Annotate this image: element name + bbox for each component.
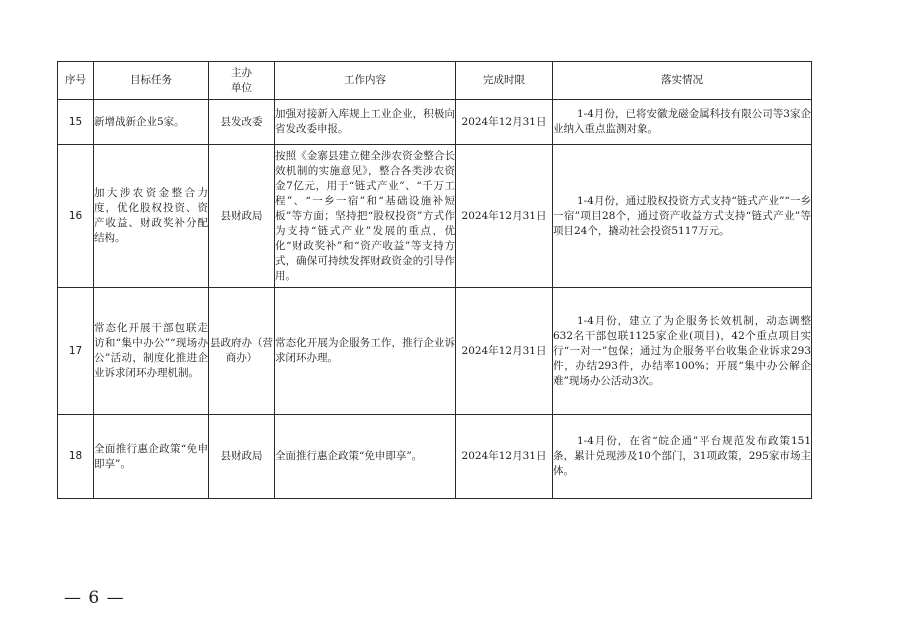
- row-status-text: 1-4月份，在省“皖企通”平台规范发布政策151条，累计兑现涉及10个部门，31项政策，295家市场主体。: [553, 435, 811, 477]
- table-row: [58, 288, 812, 415]
- row-unit: 县政府办（营商办）: [209, 288, 275, 415]
- page-number: — 6 —: [64, 588, 125, 608]
- row-status: [553, 288, 812, 415]
- row-index: 17: [58, 288, 94, 415]
- row-unit: 县财政局: [209, 415, 275, 499]
- row-status: [553, 415, 812, 499]
- row-deadline: 2024年12月31日: [456, 415, 553, 499]
- row-deadline: 2024年12月31日: [456, 100, 553, 145]
- header-task: 目标任务: [94, 62, 209, 100]
- row-index: 15: [58, 100, 94, 145]
- row-index: 18: [58, 415, 94, 499]
- row-unit: 县财政局: [209, 145, 275, 288]
- row-work: 常态化开展为企服务工作，推行企业诉求闭环办理。: [275, 288, 456, 415]
- table-header-row: [58, 62, 812, 100]
- row-status-text: 1-4月份，通过股权投资方式支持“链式产业”“一乡一宿”项目28个，通过资产收益方式支持“链式产业”等项目24个，撬动社会投资5117万元。: [553, 194, 811, 237]
- row-unit: 县发改委: [209, 100, 275, 145]
- row-task: 常态化开展干部包联走访和“集中办公”“现场办公”活动，制度化推进企业诉求闭环办理机制。: [94, 288, 209, 415]
- row-task: 加大涉农资金整合力度，优化股权投资、资产收益、财政奖补分配结构。: [94, 145, 209, 288]
- row-status: [553, 145, 812, 288]
- row-task: 全面推行惠企政策“免申即享”。: [94, 415, 209, 499]
- table-row: [58, 100, 812, 145]
- row-work: 按照《金寨县建立健全涉农资金整合长效机制的实施意见》，整合各类涉农资金7亿元，用于“链式产业”、“千万工程”、“一乡一宿”和“基础设施补短板”等方面；坚持把“股权投资”方式作为支持“链式产业”发展的重点，优化“财政奖补”和“资产收益”等支持方式，确保可持续发挥财政资金的引导作用。: [275, 145, 456, 288]
- header-unit-text: 主办单位: [231, 66, 252, 94]
- header-deadline: 完成时限: [456, 62, 553, 100]
- row-work: 加强对接新入库规上工业企业，积极向省发改委申报。: [275, 100, 456, 145]
- header-index: 序号: [58, 62, 94, 100]
- header-unit: [209, 62, 275, 100]
- header-work: 工作内容: [275, 62, 456, 100]
- row-work: 全面推行惠企政策“免申即享”。: [275, 415, 456, 499]
- table-row: [58, 145, 812, 288]
- row-index: 16: [58, 145, 94, 288]
- row-status-text: 1-4月份，已将安徽龙磁金属科技有限公司等3家企业纳入重点监测对象。: [553, 108, 811, 135]
- header-status: 落实情况: [553, 62, 812, 100]
- row-status: [553, 100, 812, 145]
- table-row: [58, 415, 812, 499]
- row-task: 新增战新企业5家。: [94, 100, 209, 145]
- row-deadline: 2024年12月31日: [456, 145, 553, 288]
- row-deadline: 2024年12月31日: [456, 288, 553, 415]
- row-status-text: 1-4月份，建立了为企服务长效机制，动态调整632名干部包联1125家企业(项目)，42个重点项目实行“一对一”包保；通过为企服务平台收集企业诉求293件，办结293件，办结率100%；开展“集中办公解企难”现场办公活动3次。: [553, 314, 811, 387]
- task-table: [57, 61, 812, 499]
